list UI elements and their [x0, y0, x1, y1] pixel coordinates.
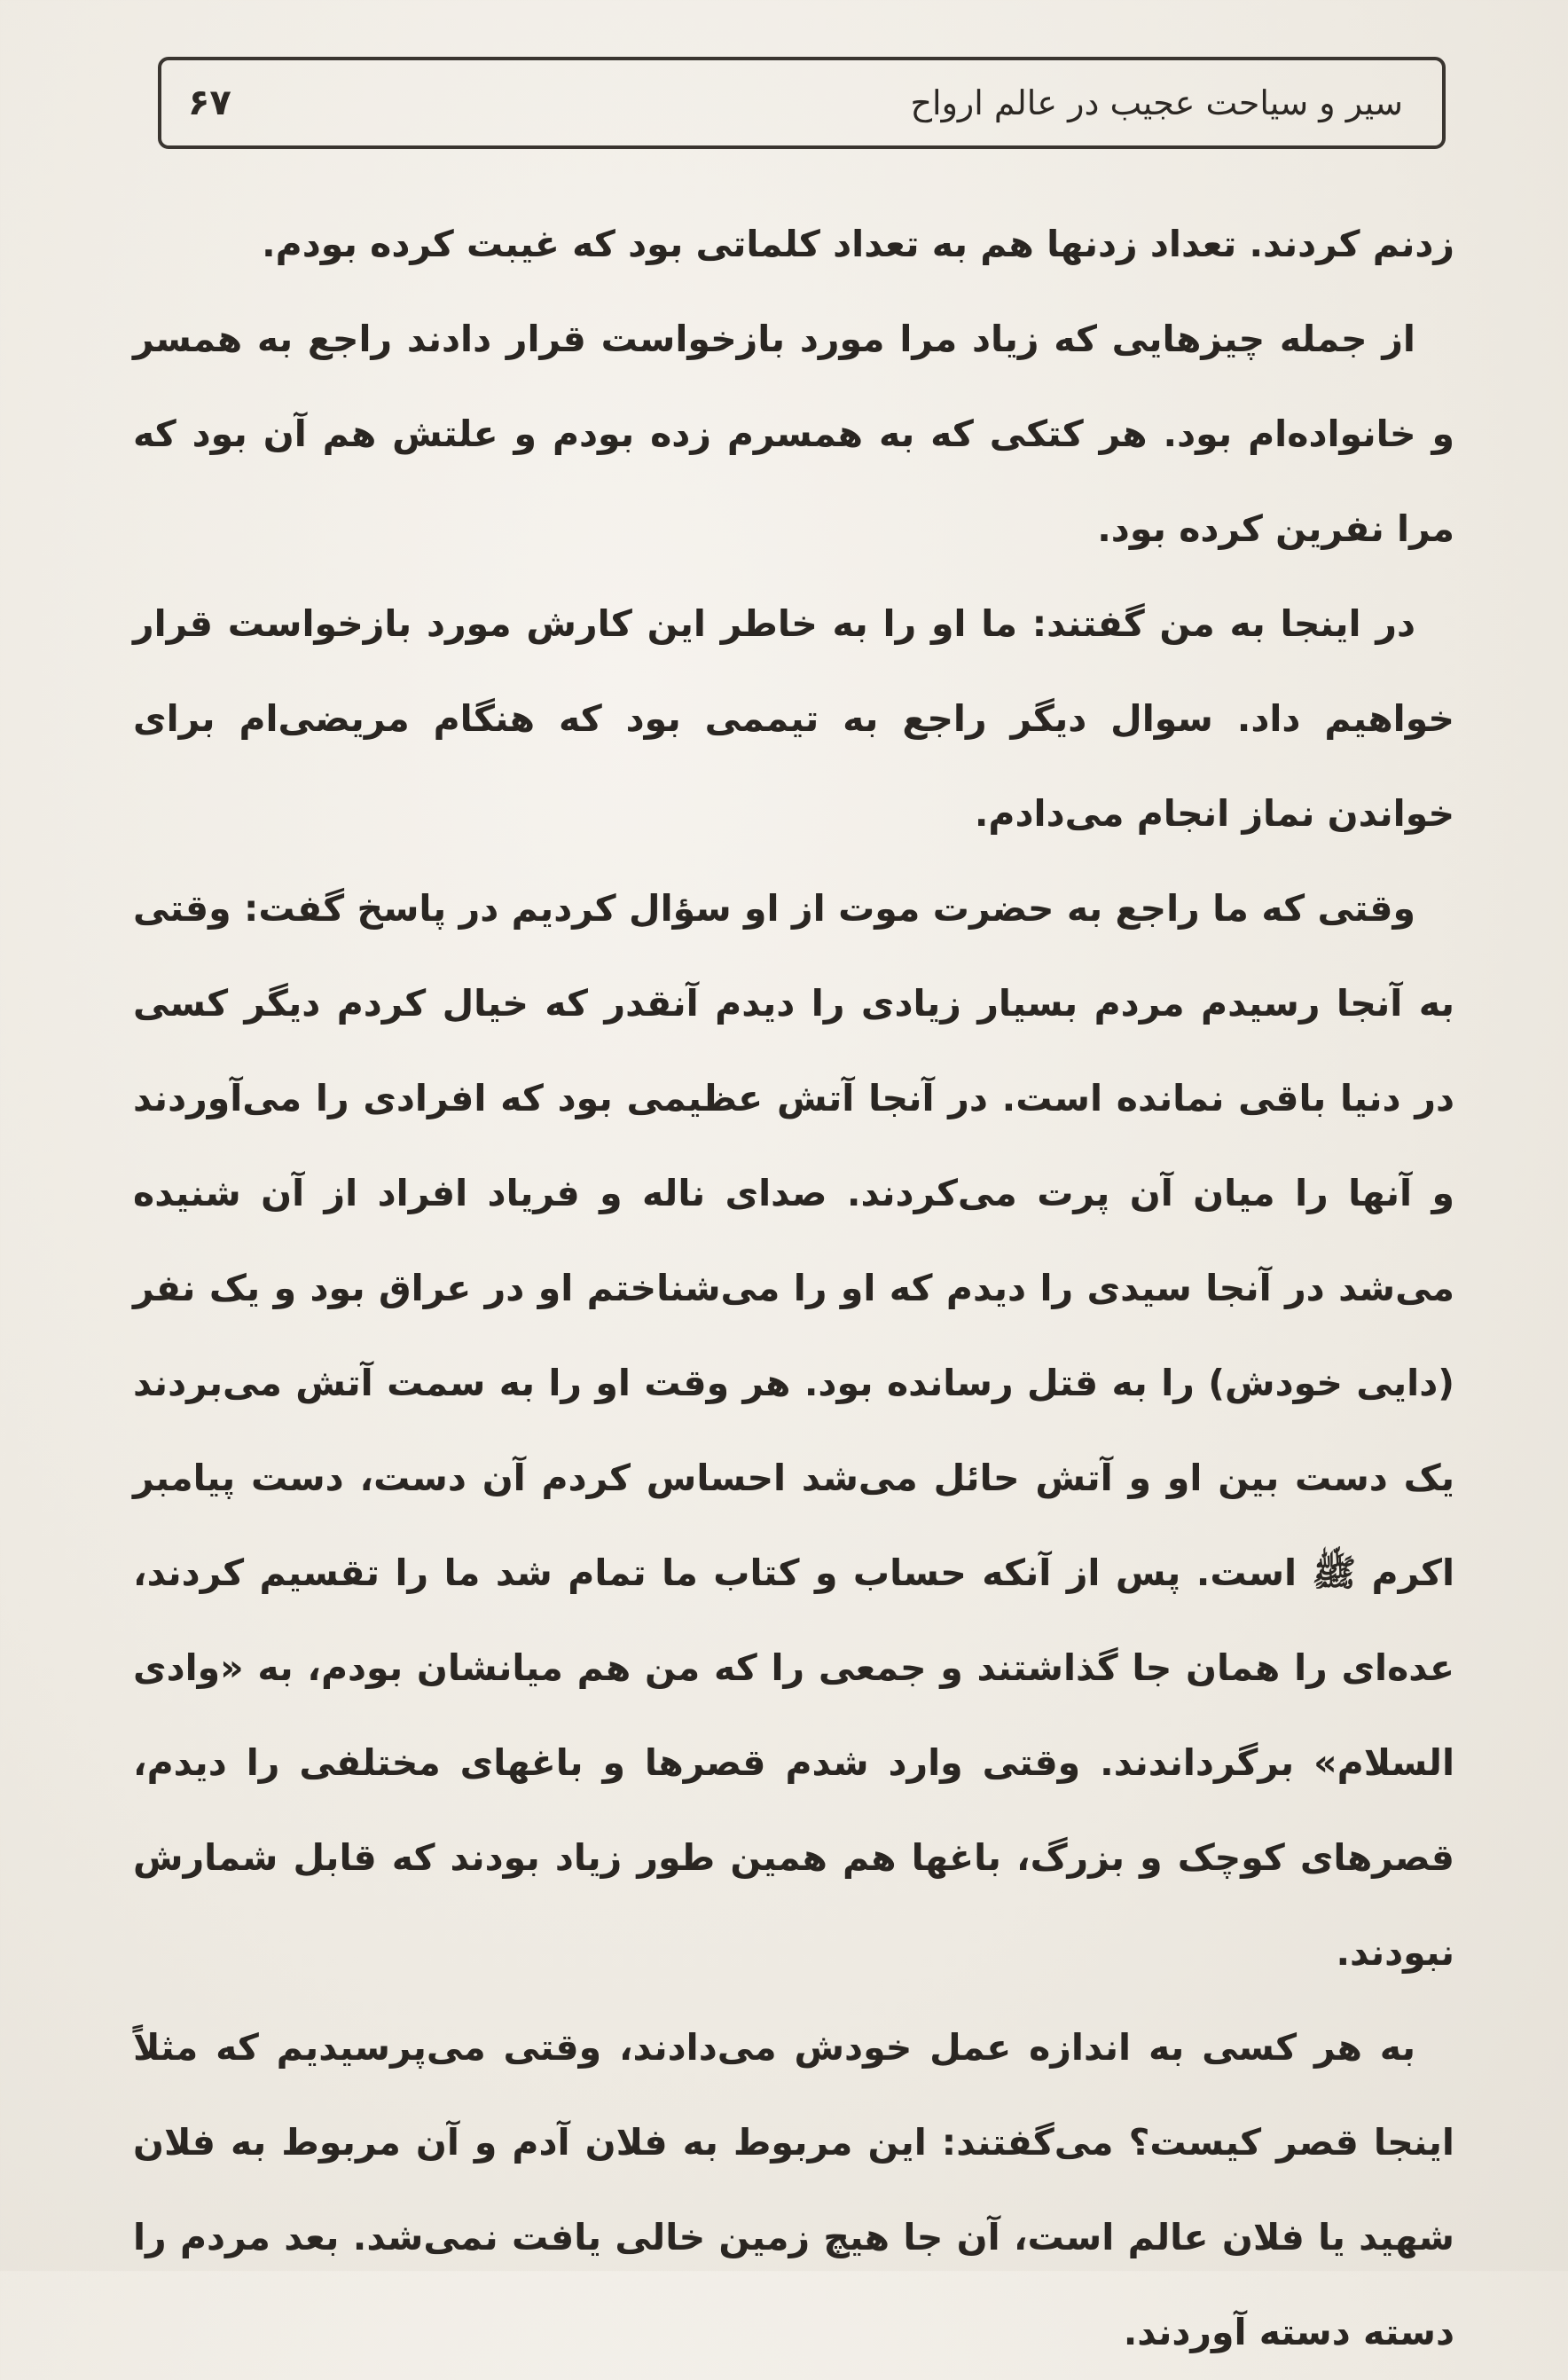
paragraph-4: وقتی که ما راجع به حضرت موت از او سؤال کردیم در پاسخ گفت: وقتی به آنجا رسیدم مردم بسیار زیادی را دیدم آنقدر که خیال کردم دیگر کسی در دنیا باقی نمانده است. در آنجا آتش عظیمی بود که افرادی را می‌آوردند و آنها را میان آن پرت می‌کردند. صدای ناله و فریاد افراد از آن شنیده می‌شد در آنجا سیدی را دیدم که او را می‌شناختم او در عراق بود و یک نفر (دایی خودش) را به قتل رسانده بود. هر وقت او را به سمت آتش می‌بردند یک دست بین او و آتش حائل می‌شد احساس کردم آن دست، دست پیامبر اکرم ﷺ است. پس از آنکه حساب و کتاب ما تمام شد ما را تقسیم کردند، عده‌ای را همان جا گذاشتند و جمعی را که من هم میانشان بودم، به «وادی السلام» برگرداندند. وقتی وارد شدم قصرها و باغهای مختلفی را دیدم، قصرهای کوچک و بزرگ، باغها هم همین طور زیاد بودند که قابل شمارش نبودند.: [133, 887, 1454, 1974]
paragraph-1: زدنم کردند. تعداد زدنها هم به تعداد کلماتی بود که غیبت کرده بودم.: [262, 223, 1454, 265]
running-header: [158, 57, 1446, 149]
page-number: ۶۷: [188, 82, 231, 123]
body-text: [133, 197, 1454, 2380]
paragraph-3: در اینجا به من گفتند: ما او را به خاطر این کارش مورد بازخواست قرار خواهیم داد. سوال دیگر راجع به تیممی بود که هنگام مریضی‌ام برای خواندن نماز انجام می‌دادم.: [133, 602, 1454, 835]
paragraph-5: به هر کسی به اندازه عمل خودش می‌دادند، وقتی می‌پرسیدیم که مثلاً اینجا قصر کیست؟ می‌گفتند: این مربوط به فلان آدم و آن مربوط به فلان شهید یا فلان عالم است، آن جا هیچ زمین خالی یافت نمی‌شد. بعد مردم را دسته دسته آوردند.: [133, 2026, 1454, 2353]
running-title: سیر و سیاحت عجیب در عالم ارواح: [910, 83, 1403, 122]
paragraph-2: از جمله چیزهایی که زیاد مرا مورد بازخواست قرار دادند راجع به همسر و خانواده‌ام بود. هر کتکی که به همسرم زده بودم و علتش هم آن بود که مرا نفرین کرده بود.: [133, 318, 1454, 550]
